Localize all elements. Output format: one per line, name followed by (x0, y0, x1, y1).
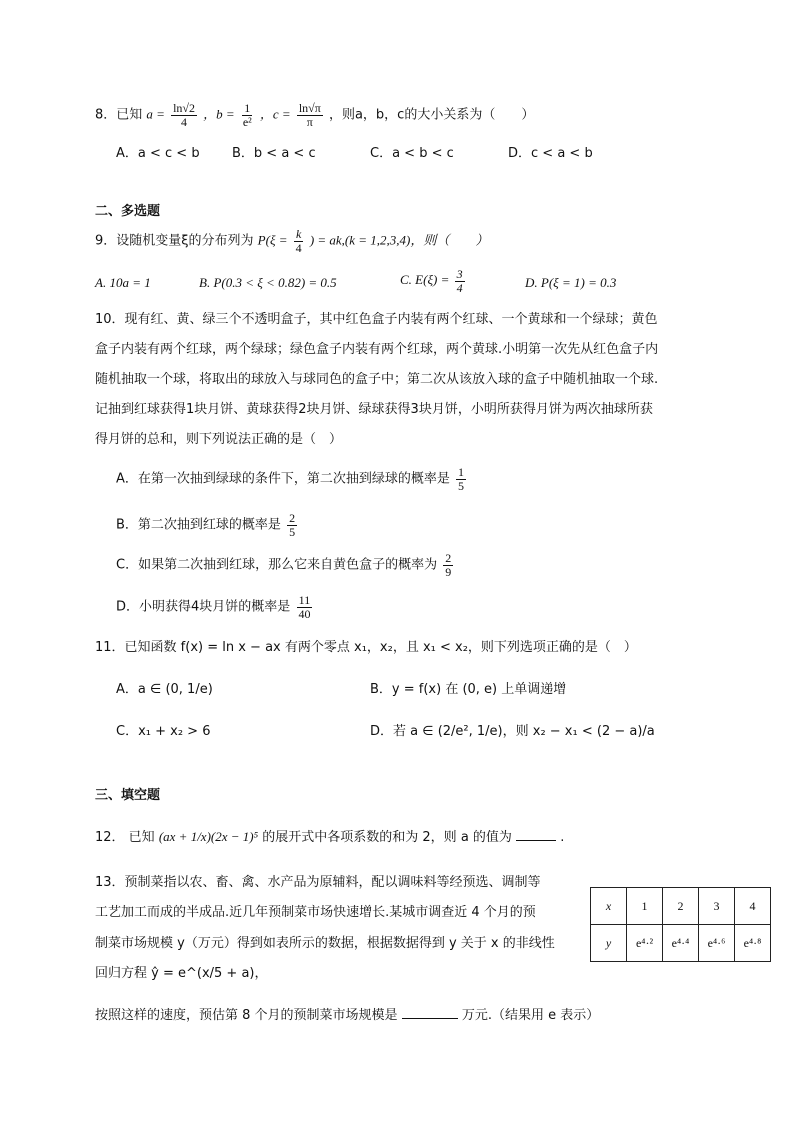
q12-answer-blank[interactable] (516, 826, 556, 841)
q11-option-a: A．a ∈ (0, 1/e) (116, 682, 213, 697)
q11-stem: 11．已知函数 f(x) = ln x − ax 有两个零点 x₁，x₂，且 x₁ < x₂，则下列选项正确的是（ ） (95, 640, 637, 655)
section-fill-blank-heading: 三、填空题 (95, 788, 161, 803)
q8-option-d: D．c < a < b (508, 146, 593, 161)
q8-b-label: ，b = (203, 106, 235, 122)
table-cell: e⁴·⁶ (699, 925, 735, 962)
table-cell: 3 (699, 888, 735, 925)
q10-a-fraction: $\frac{1}{5}$ (458, 465, 465, 493)
q12-end: . (560, 830, 565, 845)
q8-option-c: C．a < b < c (370, 146, 454, 161)
q13-line-1: 13．预制菜指以农、畜、禽、水产品为原辅料，配以调味料等经预选、调制等 (95, 875, 541, 890)
q8-option-b: B．b < a < c (232, 146, 316, 161)
q11-option-d: D．若 a ∈ (2/e², 1/e)，则 x₂ − x₁ < (2 − a)/a (370, 724, 655, 739)
table-cell: 1 (627, 888, 663, 925)
table-cell: 4 (735, 888, 771, 925)
q9-option-a: A. 10a = 1 (95, 275, 151, 290)
q9-c-fraction: $\frac{3}{4}$ (456, 267, 463, 295)
table-cell: e⁴·⁸ (735, 925, 771, 962)
q12-expression: (ax + 1/x)(2x − 1)⁵ (158, 829, 259, 844)
q13-line-2: 工艺加工而成的半成品.近几年预制菜市场快速增长.某城市调查近 4 个月的预 (95, 905, 536, 920)
q10-c-fraction: $\frac{2}{9}$ (445, 551, 452, 579)
q10-option-b: B．第二次抽到红球的概率是 $\frac{2}{5}$ (116, 511, 296, 539)
q13-data-table (590, 887, 771, 962)
q12-number: 12． 已知 (95, 830, 155, 845)
q9-option-c: C. E(ξ) = $\frac{3}{4}$ (400, 267, 463, 295)
section-multi-choice-heading: 二、多选题 (95, 204, 161, 219)
q13-answer-blank[interactable] (402, 1004, 458, 1019)
q8-c-fraction: $\frac{\ln√\pi}{\pi}$ (298, 101, 321, 129)
q10-option-c: C．如果第二次抽到红球，那么它来自黄色盒子的概率为 $\frac{2}{9}$ (116, 551, 452, 579)
q10-line-2: 盒子内装有两个红球，两个绿球；绿色盒子内装有两个红球，两个黄球.小明第一次先从红色盒子内 (95, 342, 659, 357)
q10-line-1: 10．现有红、黄、绿三个不透明盒子，其中红色盒子内装有两个红球、一个黄球和一个绿球；黄色 (95, 312, 658, 327)
q9-option-d: D. P(ξ = 1) = 0.3 (525, 275, 617, 290)
q10-line-5: 得月饼的总和，则下列说法正确的是（ ） (95, 432, 343, 447)
q9-option-b: B. P(0.3 < ξ < 0.82) = 0.5 (199, 275, 337, 290)
table-cell: e⁴·² (627, 925, 663, 962)
table-row-y (591, 925, 771, 962)
table-row-x (591, 888, 771, 925)
q9-k-over-4: $\frac{k}{4}$ (295, 227, 302, 255)
q8-stem (95, 102, 534, 128)
q10-line-4: 记抽到红球获得1块月饼、黄球获得2块月饼、绿球获得3块月饼，小明所获得月饼为两次抽球所获 (95, 402, 653, 417)
q8-c-label: ，c = (259, 106, 291, 122)
q8-option-a: A．a < c < b (116, 146, 200, 161)
q13-line-4: 回归方程 ŷ = e^(x/5 + a)， (95, 966, 268, 981)
q10-b-fraction: $\frac{2}{5}$ (289, 511, 296, 539)
table-cell: 2 (663, 888, 699, 925)
table-cell: e⁴·⁴ (663, 925, 699, 962)
q10-option-d: D．小明获得4块月饼的概率是 $\frac{11}{40}$ (116, 593, 311, 621)
q10-option-a: A．在第一次抽到绿球的条件下，第二次抽到绿球的概率是 $\frac{1}{5}$ (116, 465, 465, 493)
q9-formula-end: ) = ak,(k = 1,2,3,4)，则（ ） (309, 232, 489, 248)
q13-line-3: 制菜市场规模 y（万元）得到如表所示的数据，根据数据得到 y 关于 x 的非线性 (95, 936, 555, 951)
q11-option-c: C．x₁ + x₂ > 6 (116, 724, 211, 739)
q9-stem-text: 9．设随机变量ξ的分布列为 (95, 233, 254, 249)
table-header-x: x (591, 888, 627, 925)
q9-formula-start: P(ξ = (257, 232, 288, 248)
q9-stem (95, 228, 488, 254)
q8-a-fraction: $\frac{\ln√2}{4}$ (173, 101, 196, 129)
q8-tail: ，则a，b，c的大小关系为（ ） (328, 107, 535, 123)
q8-a-label: a = (146, 106, 165, 122)
q13-line-5: 按照这样的速度，预估第 8 个月的预制菜市场规模是 万元.（结果用 e 表示） (95, 1004, 599, 1026)
q10-d-fraction: $\frac{11}{40}$ (298, 593, 311, 621)
q8-b-fraction: $\frac{1}{\text{e²}}$ (242, 101, 252, 129)
q11-option-b: B．y = f(x) 在 (0, e) 上单调递增 (370, 682, 567, 697)
q12-post-text: 的展开式中各项系数的和为 2，则 a 的值为 (262, 830, 512, 845)
q12-stem (95, 826, 564, 848)
table-header-y: y (591, 925, 627, 962)
q8-number: 8．已知 (95, 107, 143, 123)
q10-line-3: 随机抽取一个球，将取出的球放入与球同色的盒子中；第二次从该放入球的盒子中随机抽取一个球. (95, 372, 659, 387)
